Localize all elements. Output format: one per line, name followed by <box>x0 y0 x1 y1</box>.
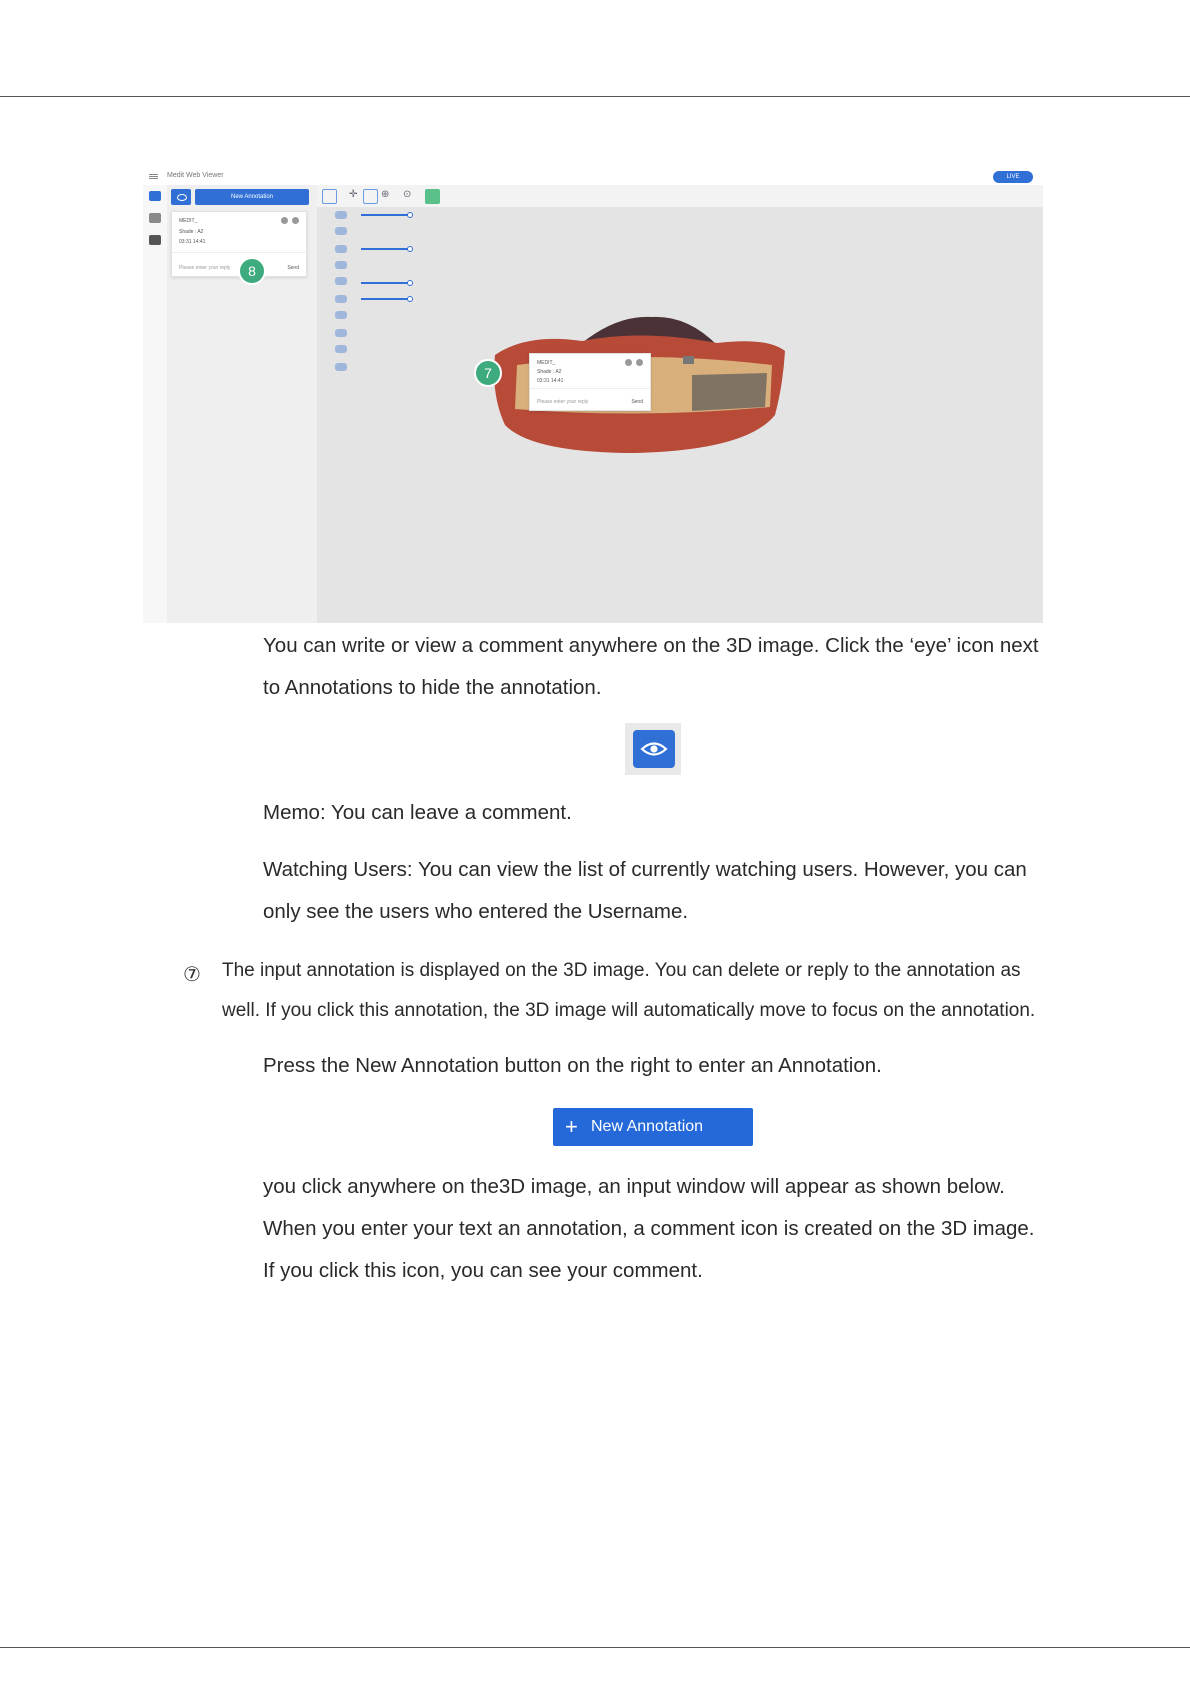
watching-users-text: Watching Users: You can view the list of currently watching users. However, you can <box>263 858 1027 881</box>
new-annotation-label: New Annotation <box>591 1118 704 1135</box>
header-rule <box>0 96 1190 97</box>
card-author: MEDIT_ <box>179 218 198 224</box>
divider <box>530 388 650 389</box>
annotation-panel <box>167 185 318 623</box>
item-7-text: The input annotation is displayed on the 3D image. You can delete or reply to the annotation as <box>222 960 1021 981</box>
instruction-text: If you click this icon, you can see your comment. <box>263 1259 703 1282</box>
eye-button <box>633 730 675 768</box>
memo-icon[interactable] <box>149 213 161 223</box>
layer-icon[interactable] <box>335 311 347 319</box>
opacity-slider[interactable] <box>361 282 409 284</box>
close-icon[interactable] <box>292 217 299 224</box>
paragraph-line: You can write or view a comment anywhere on the 3D image. Click the ‘eye’ icon next <box>263 634 1039 657</box>
view-toolbar <box>317 185 1043 207</box>
left-toolbar <box>143 185 167 623</box>
comment-icon[interactable] <box>683 356 694 364</box>
paragraph-line: to Annotations to hide the annotation. <box>263 676 602 699</box>
zoom-fit-icon[interactable]: ⊙ <box>403 189 412 200</box>
layer-icon[interactable] <box>335 211 347 219</box>
watching-users-text: only see the users who entered the Username. <box>263 900 689 923</box>
footer-rule <box>0 1647 1190 1648</box>
annotation-card[interactable] <box>529 353 651 411</box>
layer-icon[interactable] <box>335 245 347 253</box>
list-icon[interactable] <box>322 189 337 204</box>
move-icon[interactable]: ✛ <box>349 189 358 200</box>
new-annotation-button[interactable]: New Annotation <box>195 189 309 205</box>
opacity-slider[interactable] <box>361 214 409 216</box>
item-7-text: well. If you click this annotation, the 3D image will automatically move to focus on the annotation. <box>222 1000 1036 1021</box>
reply-input[interactable]: Please enter your reply <box>179 265 231 271</box>
card-shade: Shade : A2 <box>537 369 562 375</box>
live-button[interactable]: LIVE <box>993 171 1033 183</box>
color-icon[interactable] <box>425 189 440 204</box>
delete-icon[interactable] <box>625 359 632 366</box>
app-title: Medit Web Viewer <box>167 172 224 179</box>
title-bar <box>143 169 1043 185</box>
3d-viewport[interactable] <box>317 185 1043 623</box>
layer-icon[interactable] <box>335 363 347 371</box>
memo-text: Memo: You can leave a comment. <box>263 801 572 824</box>
reply-input[interactable]: Please enter your reply <box>537 399 589 405</box>
close-icon[interactable] <box>636 359 643 366</box>
delete-icon[interactable] <box>281 217 288 224</box>
layer-icon[interactable] <box>335 227 347 235</box>
zoom-in-icon[interactable]: ⊕ <box>381 189 390 200</box>
opacity-slider[interactable] <box>361 248 409 250</box>
eye-button-sample <box>625 723 681 775</box>
callout-badge-8: 8 <box>238 257 266 285</box>
layer-icon[interactable] <box>335 345 347 353</box>
opacity-slider[interactable] <box>361 298 409 300</box>
layer-icon[interactable] <box>335 295 347 303</box>
teeth-shadow <box>692 373 767 411</box>
send-button[interactable]: Send <box>631 399 643 405</box>
web-viewer-screenshot <box>143 169 1043 623</box>
divider <box>172 252 306 253</box>
layer-icon[interactable] <box>335 277 347 285</box>
item-7-marker: ⑦ <box>183 964 201 986</box>
instruction-text: When you enter your text an annotation, a comment icon is created on the 3D image. <box>263 1217 1035 1240</box>
new-annotation-button-sample <box>553 1108 753 1146</box>
eye-icon <box>633 730 675 768</box>
press-text: Press the New Annotation button on the right to enter an Annotation. <box>263 1054 882 1077</box>
card-shade: Shade : A2 <box>179 229 204 235</box>
eye-icon[interactable] <box>171 189 191 205</box>
send-button[interactable]: Send <box>287 265 299 271</box>
layer-icon[interactable] <box>335 261 347 269</box>
card-time: 03:31 14:41 <box>537 378 564 384</box>
card-author: MEDIT_ <box>537 360 556 366</box>
layer-icon[interactable] <box>335 329 347 337</box>
watching-users-icon[interactable] <box>149 235 161 245</box>
instruction-text: you click anywhere on the3D image, an input window will appear as shown below. <box>263 1175 1005 1198</box>
annotation-icon[interactable] <box>149 191 161 201</box>
callout-badge-7: 7 <box>474 359 502 387</box>
menu-icon[interactable] <box>149 174 158 175</box>
card-time: 03:31 14:41 <box>179 239 206 245</box>
rotate-icon[interactable] <box>363 189 378 204</box>
plus-icon: + <box>565 1114 578 1139</box>
